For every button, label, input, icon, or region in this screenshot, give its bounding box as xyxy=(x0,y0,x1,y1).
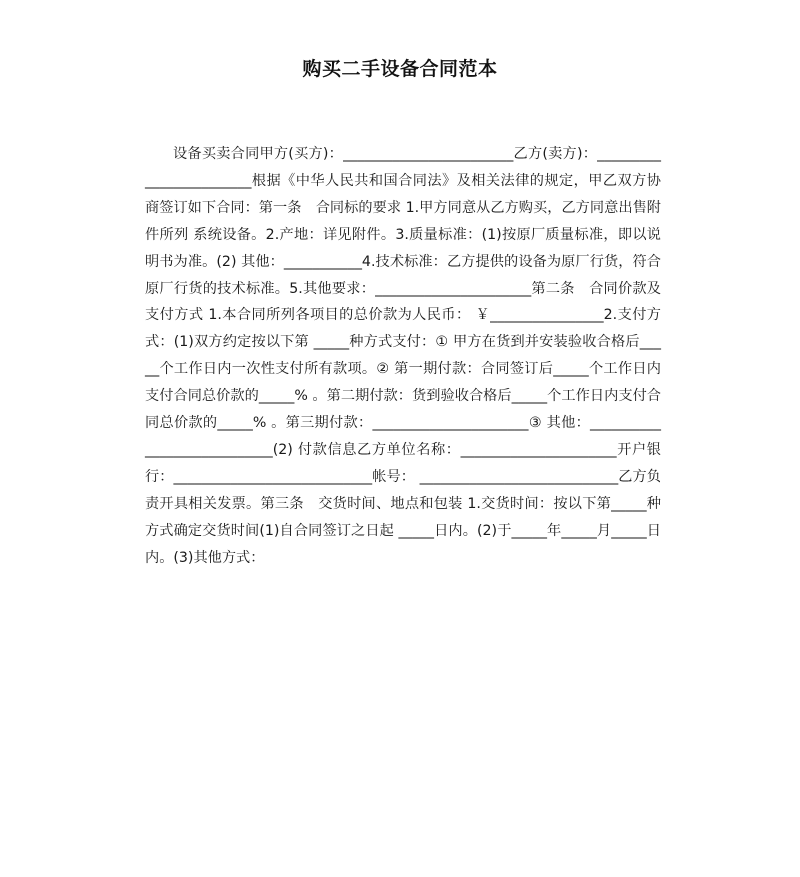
document-title: 购买二手设备合同范本 xyxy=(302,58,498,80)
contract-body-paragraph: 设备买卖合同甲方(买方)：________________________乙方(卖方)：________________________根据《中华人民共和国合同法》及相关法律的规定，甲乙双方协商签订如下合同：第一条 合同标的要求 1.甲方同意从乙方购买，乙方同意出售附件所列 系统设备。2.产地：详见附件。3.质量标准：(1)按原厂质量标准，即以说明书为准。(2) 其他：___________4.技术标准：乙方提供的设备为原厂行货，符合原厂行货的技术标准。5.其他要求：______________________第二条 合同价款及支付方式 1.本合同所列各项目的总价款为人民币： ￥________________2.支付方式：(1)双方约定按以下第 _____种方式支付：① 甲方在货到并安装验收合格后_____个工作日内一次性支付所有款项。② 第一期付款：合同签订后_____个工作日内支付合同总价款的_____% 。第二期付款：货到验收合格后_____个工作日内支付合同总价款的_____% 。第三期付款：______________________③ 其他：____________________________(2) 付款信息乙方单位名称：______________________开户银行：____________________________帐号： ____________________________乙方负责开具相关发票。第三条 交货时间、地点和包装 1.交货时间：按以下第_____种方式确定交货时间(1)自合同签订之日起 _____日内。(2)于_____年_____月_____日内。(3)其他方式： xyxy=(145,146,661,566)
